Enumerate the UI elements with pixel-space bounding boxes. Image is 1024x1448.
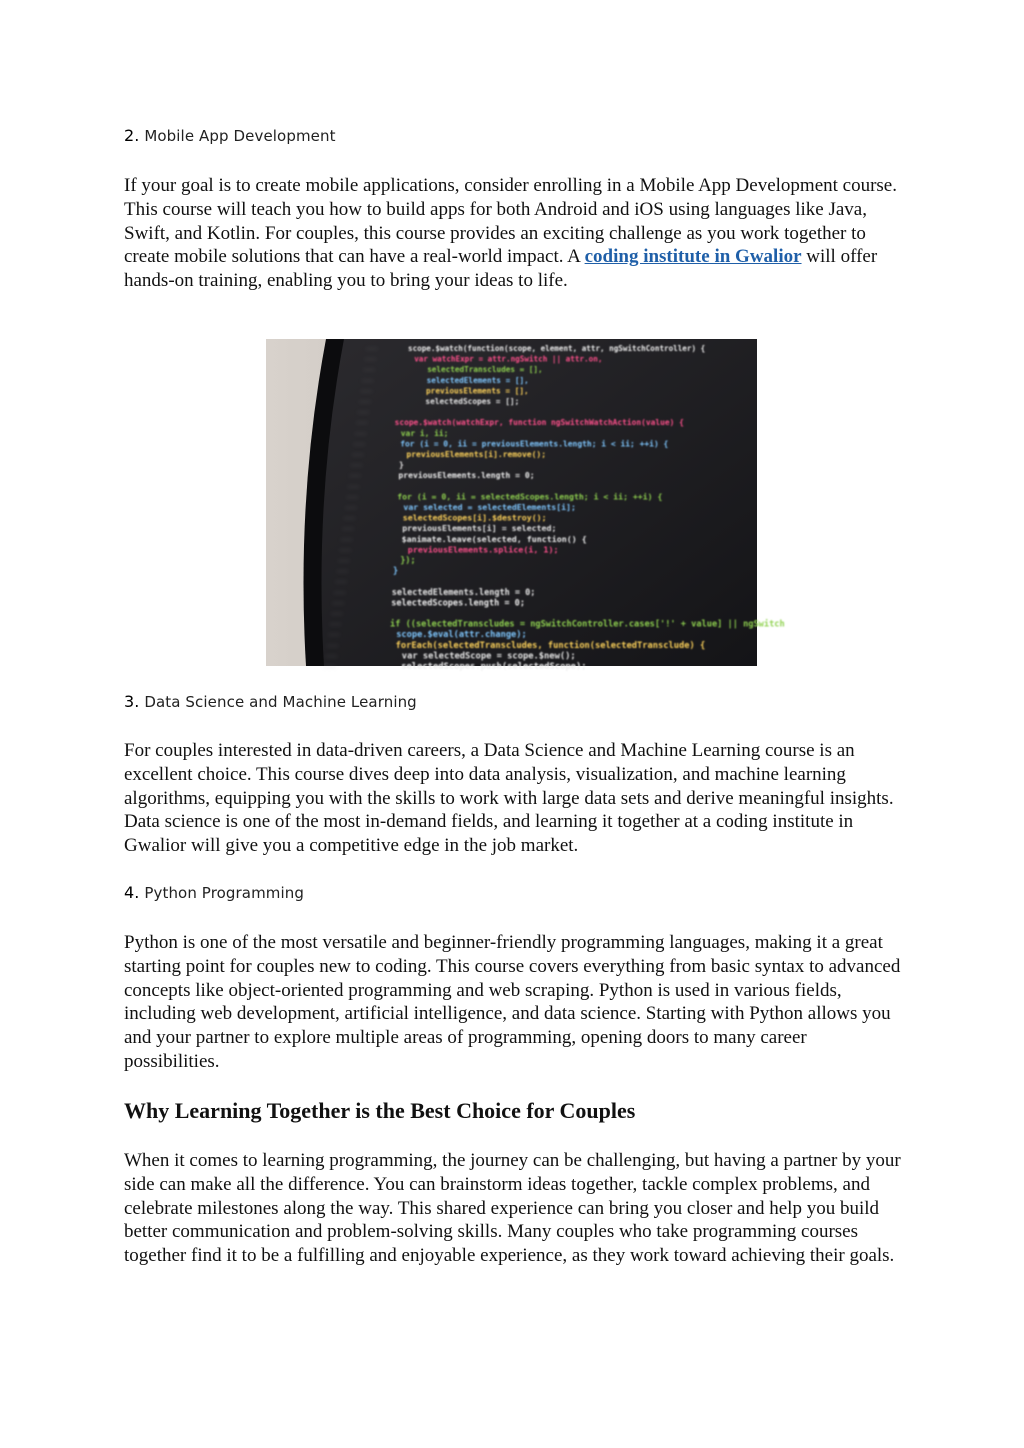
section-title: Data Science and Machine Learning	[144, 693, 417, 711]
code-line: selectedScopes.length = 0;	[391, 598, 525, 609]
code-line: scope.$watch(watchExpr, function ngSwitchWatchAction(value) {	[394, 418, 684, 428]
gutter-line: ───	[324, 663, 336, 671]
code-line: previousElements.length = 0;	[398, 470, 535, 481]
gutter-line: ───	[354, 429, 367, 438]
code-line: selectedTranscludes = [],	[427, 365, 543, 375]
gutter-line: ───	[332, 599, 345, 608]
code-line: selectedScopes.push(selectedScope);	[401, 662, 587, 672]
code-line: if ((selectedTranscludes = ngSwitchController.cases['!' + value] || ngSwitch	[390, 619, 785, 630]
gutter-line: ───	[349, 472, 361, 481]
gutter-line: ───	[338, 557, 350, 565]
code-line: });	[400, 555, 416, 565]
code-line: var i, ii;	[400, 428, 449, 438]
code-line: previousElements[i] = selected;	[402, 523, 557, 534]
paragraph-why: When it comes to learning programming, the journey can be challenging, but having a partner by your side can make all the difference. You can brainstorm ideas together, tackle complex problems, and celebrate milestones along the way. This shared experience can bring you closer and help you build better communication and problem-solving skills. Many couples who take programming courses together find it to be a fulfilling and enjoyable experience, as they work toward achieving their goals.	[124, 1150, 901, 1267]
gutter-line: ───	[357, 408, 370, 417]
section-heading-mobile	[124, 126, 336, 145]
gutter-line: ───	[339, 546, 352, 555]
gutter-line: ───	[366, 345, 378, 353]
code-line: $animate.leave(selected, function() {	[401, 533, 587, 544]
gutter-line: ───	[342, 525, 354, 534]
gutter-line: ───	[345, 504, 357, 512]
paragraph-text: If your goal is to create mobile applications, consider enrolling in a Mobile App Development course. This course will teach you how to build apps for both Android and iOS using languages like Java, Swift, and Kotlin. For couples, this course provides an exciting challenge as you work together to create mobile solutions that can have a real-world impact. A	[124, 175, 897, 268]
section-title: Python Programming	[144, 884, 305, 902]
gutter-line: ───	[352, 451, 364, 459]
paragraph-data-science: For couples interested in data-driven careers, a Data Science and Machine Learning course is an excellent choice. This course dives deep into data analysis, visualization, and machine learning algorithms, equipping you with the skills to work with large data sets and derive meaningful insights. Data science is one of the most in-demand fields, and learning it together at a coding institute in Gwalior will give you a competitive edge in the job market.	[124, 740, 894, 857]
code-line: }	[393, 565, 399, 576]
section-heading-python	[124, 883, 304, 902]
gutter-line: ───	[343, 514, 356, 523]
gutter-line: ───	[340, 535, 353, 544]
gutter-line: ───	[331, 610, 343, 618]
code-line: scope.$eval(attr.change);	[396, 630, 527, 641]
code-line: selectedScopes[i].$destroy();	[402, 512, 547, 523]
code-line: previousElements = [],	[426, 386, 529, 396]
code-line: for (i = 0, ii = previousElements.length; i < ii; ++i) {	[400, 439, 669, 449]
code-line: forEach(selectedTranscludes, function(selectedTransclude) {	[395, 640, 706, 651]
gutter-line: ───	[333, 588, 346, 597]
gutter-line: ───	[363, 366, 375, 375]
section-number: 2.	[124, 126, 140, 145]
paragraph-text: will offer hands-on training, enabling you to bring your ideas to life.	[124, 246, 878, 292]
gutter-line: ───	[350, 461, 363, 470]
section-number: 3.	[124, 692, 140, 711]
code-line: scope.$watch(function(scope, element, attr, ngSwitchController) {	[408, 344, 706, 353]
code-line: var selectedScope = scope.$new();	[401, 651, 576, 662]
gutter-line: ───	[347, 482, 360, 491]
gutter-line: ───	[326, 641, 339, 650]
gutter-line: ───	[325, 652, 338, 661]
gutter-line: ───	[353, 440, 366, 449]
code-line: previousElements.splice(i, 1);	[407, 544, 559, 555]
code-line: previousElements[i].remove();	[406, 450, 547, 459]
section-title: Mobile App Development	[144, 127, 336, 145]
code-line: }	[399, 460, 404, 470]
paragraph-mobile	[124, 174, 904, 293]
code-line: var watchExpr = attr.ngSwitch || attr.on,	[414, 354, 603, 364]
gutter-line: ───	[356, 419, 368, 428]
code-line: selectedElements.length = 0;	[391, 587, 536, 598]
code-line: selectedScopes = [];	[425, 397, 520, 406]
gutter-line: ───	[329, 620, 342, 629]
gutter-line: ───	[346, 493, 359, 502]
section-heading-data-science	[124, 692, 417, 711]
section-number: 4.	[124, 883, 140, 902]
gutter-line: ───	[328, 631, 340, 640]
gutter-line: ───	[335, 578, 347, 587]
gutter-line: ───	[360, 387, 373, 396]
coding-institute-link[interactable]: coding institute in Gwalior	[584, 246, 802, 268]
gutter-line: ───	[336, 567, 349, 576]
gutter-line: ───	[364, 355, 377, 364]
code-line: for (i = 0, ii = selectedScopes.length; i < ii; ++i) {	[397, 491, 663, 502]
code-screen-illustration	[266, 339, 785, 672]
code-line: var selected = selectedElements[i];	[403, 502, 576, 512]
code-line: selectedElements = [],	[426, 375, 529, 385]
paragraph-python: Python is one of the most versatile and beginner-friendly programming languages, making it a great starting point for couples new to coding. This course covers everything from basic syntax to advanced concepts like object-oriented programming and web scraping. Python is used in various fields, including web development, artificial intelligence, and data science. Starting with Python allows you and your partner to explore multiple areas of programming, opening doors to many career possibilities.	[124, 932, 901, 1072]
code-screen-photo	[266, 339, 785, 672]
heading-why-learning-together: Why Learning Together is the Best Choice for Couples	[124, 1098, 636, 1123]
gutter-line: ───	[361, 376, 374, 385]
gutter-line: ───	[359, 398, 371, 406]
